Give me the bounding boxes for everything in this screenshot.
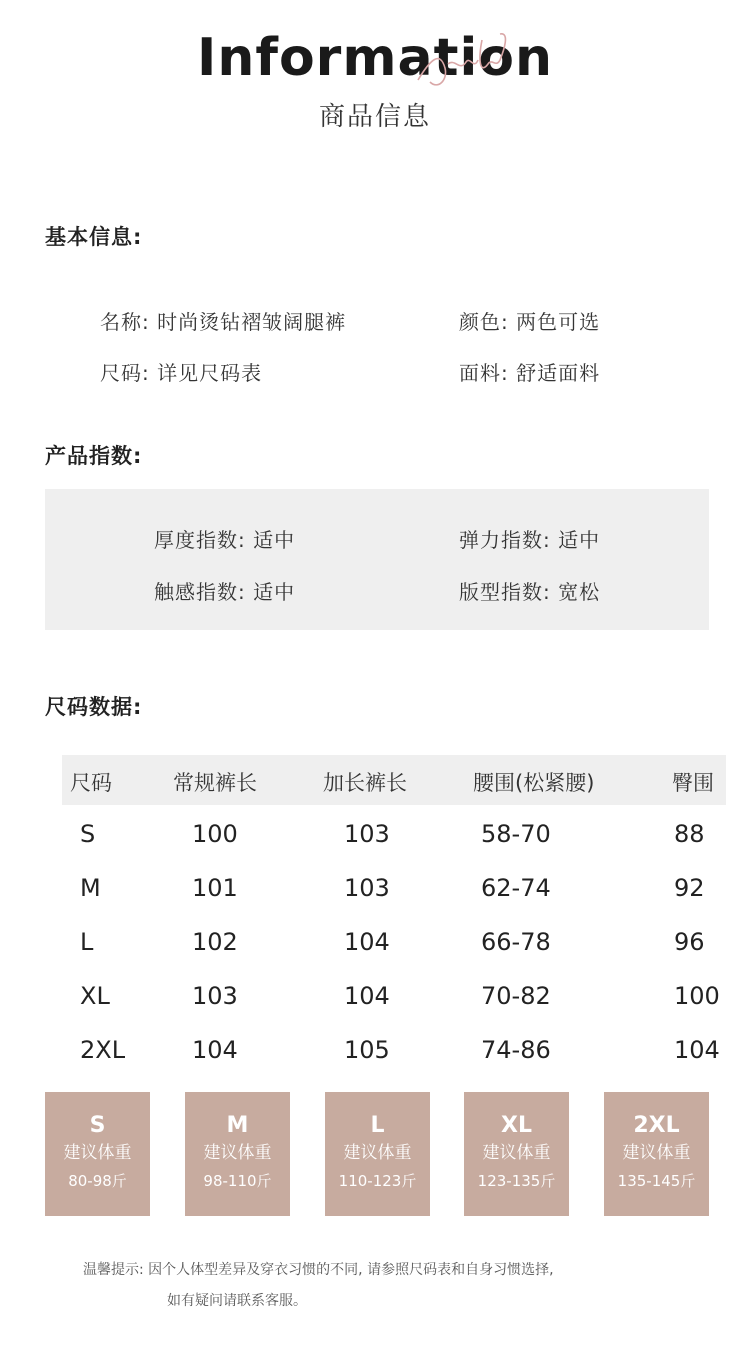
cell-size: M <box>80 874 101 902</box>
weight-card-m <box>185 1092 290 1216</box>
column-header-waist: 腰围(松紧腰) <box>473 771 595 795</box>
column-header-long-length: 加长裤长 <box>323 771 407 795</box>
cell-long-length: 104 <box>344 928 390 956</box>
cell-regular-length: 104 <box>192 1036 238 1064</box>
product-index-panel <box>45 489 709 630</box>
card-size: L <box>370 1113 385 1138</box>
cell-regular-length: 102 <box>192 928 238 956</box>
card-label: 建议体重 <box>343 1143 412 1163</box>
cell-size: S <box>80 820 96 848</box>
cell-waist: 70-82 <box>481 982 551 1010</box>
size-field: 尺码: 详见尺码表 <box>100 361 263 385</box>
cell-hip: 92 <box>674 874 705 902</box>
cell-waist: 58-70 <box>481 820 551 848</box>
tip-line-2: 如有疑问请联系客服。 <box>167 1293 307 1309</box>
cell-regular-length: 100 <box>192 820 238 848</box>
card-label: 建议体重 <box>622 1143 691 1163</box>
cell-regular-length: 101 <box>192 874 238 902</box>
card-range: 80-98斤 <box>68 1172 127 1190</box>
name-field: 名称: 时尚烫钻褶皱阔腿裤 <box>100 310 347 334</box>
card-range: 110-123斤 <box>338 1172 417 1190</box>
cell-long-length: 104 <box>344 982 390 1010</box>
fabric-field: 面料: 舒适面料 <box>459 361 601 385</box>
thickness-index: 厚度指数: 适中 <box>154 528 296 552</box>
weight-card-2xl <box>604 1092 709 1216</box>
weight-card-l <box>325 1092 430 1216</box>
size-data-heading: 尺码数据: <box>45 695 143 719</box>
basic-info-heading: 基本信息: <box>45 225 143 249</box>
card-size: M <box>226 1113 249 1138</box>
color-field: 颜色: 两色可选 <box>459 310 601 334</box>
cell-long-length: 103 <box>344 820 390 848</box>
page-title: Information <box>196 28 554 88</box>
tip-line-1: 温馨提示: 因个人体型差异及穿衣习惯的不同, 请参照尺码表和自身习惯选择, <box>83 1262 554 1278</box>
page-subtitle: 商品信息 <box>318 102 431 132</box>
cell-waist: 62-74 <box>481 874 551 902</box>
cell-size: L <box>80 928 94 956</box>
fit-index: 版型指数: 宽松 <box>459 580 601 604</box>
elasticity-index: 弹力指数: 适中 <box>459 528 601 552</box>
card-size: XL <box>501 1113 532 1138</box>
card-size: 2XL <box>633 1113 680 1138</box>
cell-waist: 74-86 <box>481 1036 551 1064</box>
cell-size: 2XL <box>80 1036 126 1064</box>
cell-long-length: 103 <box>344 874 390 902</box>
card-label: 建议体重 <box>203 1143 272 1163</box>
cell-size: XL <box>80 982 110 1010</box>
cell-hip: 88 <box>674 820 705 848</box>
column-header-regular-length: 常规裤长 <box>173 771 257 795</box>
card-label: 建议体重 <box>63 1143 132 1163</box>
cell-hip: 104 <box>674 1036 720 1064</box>
script-decoration <box>400 20 520 95</box>
card-size: S <box>89 1113 106 1138</box>
column-header-hip: 臀围 <box>672 771 714 795</box>
cell-waist: 66-78 <box>481 928 551 956</box>
card-range: 98-110斤 <box>203 1172 272 1190</box>
touch-index: 触感指数: 适中 <box>154 580 296 604</box>
weight-card-s <box>45 1092 150 1216</box>
weight-card-xl <box>464 1092 569 1216</box>
card-range: 123-135斤 <box>477 1172 556 1190</box>
column-header-size: 尺码 <box>70 771 112 795</box>
card-label: 建议体重 <box>482 1143 551 1163</box>
cell-hip: 96 <box>674 928 705 956</box>
product-index-heading: 产品指数: <box>45 444 143 468</box>
card-range: 135-145斤 <box>617 1172 696 1190</box>
cell-hip: 100 <box>674 982 720 1010</box>
cell-long-length: 105 <box>344 1036 390 1064</box>
cell-regular-length: 103 <box>192 982 238 1010</box>
